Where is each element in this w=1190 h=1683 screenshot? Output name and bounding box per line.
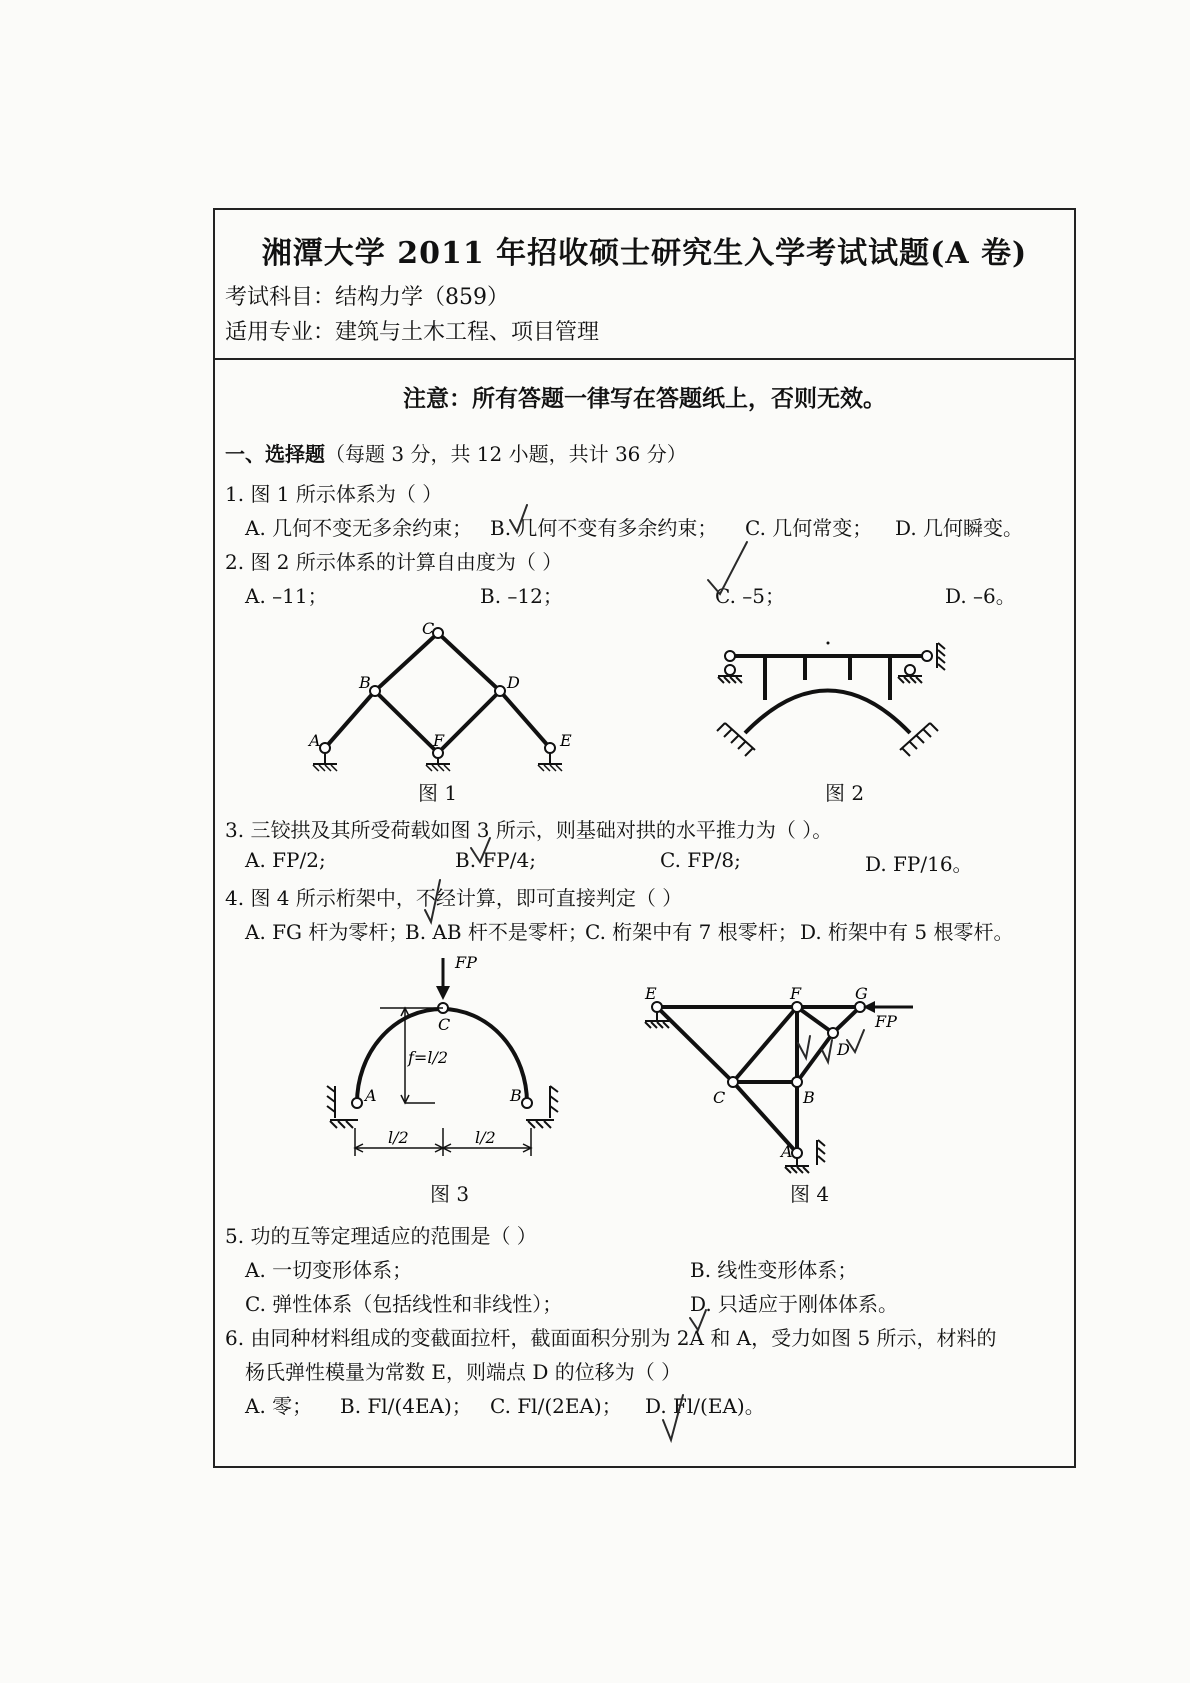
fig3-label-a: A: [365, 1086, 377, 1105]
question-2-stem: 2. 图 2 所示体系的计算自由度为（ ）: [225, 550, 563, 574]
question-6-option-b: B. Fl/(4EA)；: [340, 1394, 472, 1418]
fig4-label-a: A: [781, 1142, 793, 1161]
fig3-rise-label: f=l/2: [408, 1048, 449, 1067]
fig4-label-c: C: [713, 1088, 726, 1107]
question-3-option-c: C. FP/8;: [660, 848, 741, 872]
question-5-option-d: D. 只适应于刚体体系。: [690, 1292, 899, 1316]
question-5-option-a: A. 一切变形体系；: [245, 1258, 413, 1282]
check-mark-q6: [663, 1395, 683, 1440]
figure-4-caption: 图 4: [790, 1182, 830, 1206]
fig3-label-b: B: [510, 1086, 522, 1105]
question-4-option-d: D. 桁架中有 5 根零杆。: [800, 920, 1014, 944]
fig4-load-label: FP: [875, 1012, 897, 1031]
question-4-option-c: C. 桁架中有 7 根零杆；: [585, 920, 798, 944]
exam-notice: 注意：所有答题一律写在答题纸上，否则无效。: [403, 385, 886, 412]
check-marks-fig4: [798, 1030, 864, 1062]
question-3-option-b: B. FP/4;: [455, 848, 536, 872]
fig1-label-e: E: [560, 731, 572, 750]
question-1-option-c: C. 几何常变；: [745, 516, 873, 540]
check-mark-q2: [708, 542, 747, 594]
fig1-label-f: F: [433, 731, 445, 750]
question-2-option-d: D. –6。: [945, 584, 1016, 608]
exam-title: 湘潭大学 2011 年招收硕士研究生入学考试试题(A 卷): [261, 236, 1028, 271]
fig4-label-e: E: [645, 984, 657, 1003]
fig3-span-left: l/2: [388, 1128, 409, 1147]
figure-3-caption: 图 3: [430, 1182, 470, 1206]
figure-1-caption: 图 1: [418, 781, 458, 805]
exam-subject: 考试科目：结构力学（859）: [225, 285, 509, 310]
question-4-option-b: B. AB 杆不是零杆；: [405, 920, 588, 944]
fig1-label-a: A: [309, 731, 321, 750]
question-1-option-b: B. 几何不变有多余约束；: [490, 516, 718, 540]
check-mark-q5: [690, 1310, 706, 1330]
fig4-label-b: B: [803, 1088, 815, 1107]
question-4-option-a: A. FG 杆为零杆；: [245, 920, 409, 944]
fig4-label-g: G: [855, 984, 868, 1003]
question-3-stem: 3. 三铰拱及其所受荷载如图 3 所示，则基础对拱的水平推力为（ ）。: [225, 818, 833, 842]
fig3-load-label: FP: [455, 953, 477, 972]
exam-major: 适用专业：建筑与土木工程、项目管理: [225, 320, 600, 345]
question-2-option-c: C. –5；: [715, 584, 786, 608]
question-5-option-b: B. 线性变形体系；: [690, 1258, 858, 1282]
question-6-option-a: A. 零；: [245, 1394, 313, 1418]
question-1-stem: 1. 图 1 所示体系为（ ）: [225, 482, 443, 506]
check-mark-q1: [510, 505, 527, 532]
question-1-option-d: D. 几何瞬变。: [895, 516, 1024, 540]
question-6-stem: 6. 由同种材料组成的变截面拉杆，截面面积分别为 2A 和 A，受力如图 5 所示，材料的: [225, 1326, 997, 1350]
fig1-label-c: C: [422, 619, 435, 638]
section-detail: （每题 3 分，共 12 小题，共计 36 分）: [325, 442, 687, 466]
fig3-label-c: C: [438, 1015, 451, 1034]
fig3-span-right: l/2: [475, 1128, 496, 1147]
fig4-label-f: F: [790, 984, 802, 1003]
question-5-stem: 5. 功的互等定理适应的范围是（ ）: [225, 1224, 537, 1248]
question-6-option-d: D. Fl/(EA)。: [645, 1394, 765, 1418]
question-1-option-a: A. 几何不变无多余约束；: [245, 516, 473, 540]
question-6-option-c: C. Fl/(2EA)；: [490, 1394, 622, 1418]
question-5-option-c: C. 弹性体系（包括线性和非线性）；: [245, 1292, 563, 1316]
check-mark-q3: [471, 838, 490, 862]
question-4-stem: 4. 图 4 所示桁架中，不经计算，即可直接判定（ ）: [225, 886, 683, 910]
question-2-option-b: B. –12；: [480, 584, 563, 608]
question-6-stem-continued: 杨氏弹性模量为常数 E，则端点 D 的位移为（ ）: [245, 1360, 682, 1384]
figure-2-caption: 图 2: [825, 781, 865, 805]
question-3-option-d: D. FP/16。: [865, 852, 973, 876]
check-mark-q4: [425, 880, 440, 922]
question-3-option-a: A. FP/2;: [245, 848, 326, 872]
fig1-label-d: D: [507, 673, 520, 692]
section-title: 一、选择题: [225, 442, 325, 466]
question-2-option-a: A. –11；: [245, 584, 328, 608]
fig4-label-d: D: [837, 1040, 850, 1059]
fig1-label-b: B: [359, 673, 371, 692]
